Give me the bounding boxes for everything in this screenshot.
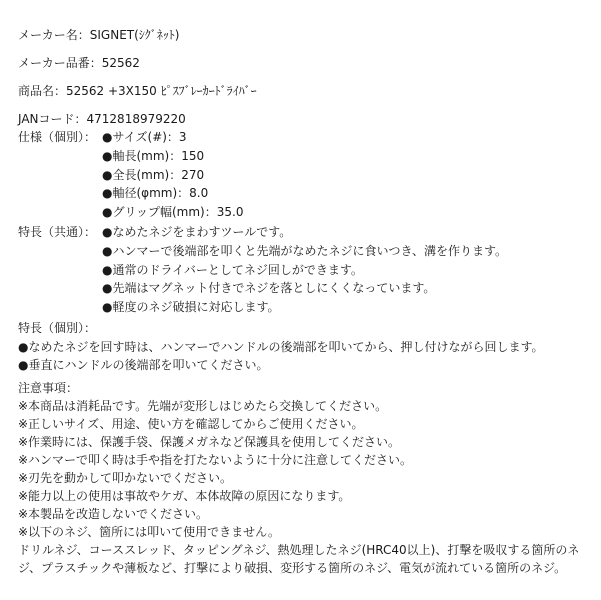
- caution-item: ※刃先を動かして叩かないでください。: [18, 471, 233, 485]
- spec-item: ●軸長(mm)：150: [102, 149, 205, 163]
- spec-heading: 仕様（個別）：: [18, 130, 97, 144]
- jan-code: JANコード：4712818979220: [18, 112, 186, 126]
- features-individual-heading: 特長（個別）：: [18, 321, 97, 335]
- caution-item: ※ハンマーで叩く時は手や指を打たないように十分に注意してください。: [18, 453, 413, 467]
- caution-item: ドリルネジ、コーススレッド、タッピングネジ、熱処理したネジ(HRC40以上)、打撃を吸収する箇所のネ: [18, 543, 580, 557]
- feature-item: ●先端はマグネット付きでネジを落としにくくなっています。: [102, 281, 436, 295]
- feature-item: ●軽度のネジ破損に対応します。: [102, 300, 280, 314]
- feature-item: ●通常のドライバーとしてネジ回しができます。: [102, 263, 363, 277]
- spec-item: ●グリップ幅(mm)：35.0: [102, 205, 244, 219]
- caution-item: ジ、プラスチックや薄板など、打撃により破損、変形する箇所のネジ、電気が流れている箇所のネジ。: [18, 561, 567, 575]
- caution-item: ※作業時には、保護手袋、保護メガネなど保護具を使用してください。: [18, 435, 401, 449]
- caution-item: ※能力以上の使用は事故やケガ、本体故障の原因になります。: [18, 489, 351, 503]
- caution-item: ※本製品を改造しないでください。: [18, 507, 209, 521]
- feature-individual-item: ●なめたネジを回す時は、ハンマーでハンドルの後端部を叩いてから、押し付けながら回します。: [18, 340, 544, 354]
- product-name: 商品名：52562 +3X150 ﾋﾟｽﾌﾞﾚｰｶｰﾄﾞﾗｲﾊﾞｰ: [18, 84, 257, 98]
- features-common-heading: 特長（共通）：: [18, 225, 97, 239]
- feature-item: ●なめたネジをまわすツールです。: [102, 225, 292, 239]
- feature-individual-item: ●垂直にハンドルの後端部を叩いてください。: [18, 358, 269, 372]
- spec-item: ●軸径(φmm)：8.0: [102, 186, 209, 200]
- spec-item: ●サイズ(#)：3: [102, 130, 187, 144]
- spec-item: ●全長(mm)：270: [102, 168, 205, 182]
- feature-item: ●ハンマーで後端部を叩くと先端がなめたネジに食いつき、溝を作ります。: [102, 244, 508, 258]
- caution-item: ※本商品は消耗品です。先端が変形しはじめたら交換してください。: [18, 399, 388, 413]
- cautions-heading: 注意事項：: [18, 381, 79, 395]
- maker-name: メーカー名：SIGNET(ｼｸﾞﾈｯﾄ): [18, 28, 180, 42]
- maker-part-number: メーカー品番：52562: [18, 56, 140, 70]
- caution-item: ※正しいサイズ、用途、使い方を確認してからご使用ください。: [18, 417, 364, 431]
- caution-item: ※以下のネジ、箇所には叩いて使用できません。: [18, 525, 280, 539]
